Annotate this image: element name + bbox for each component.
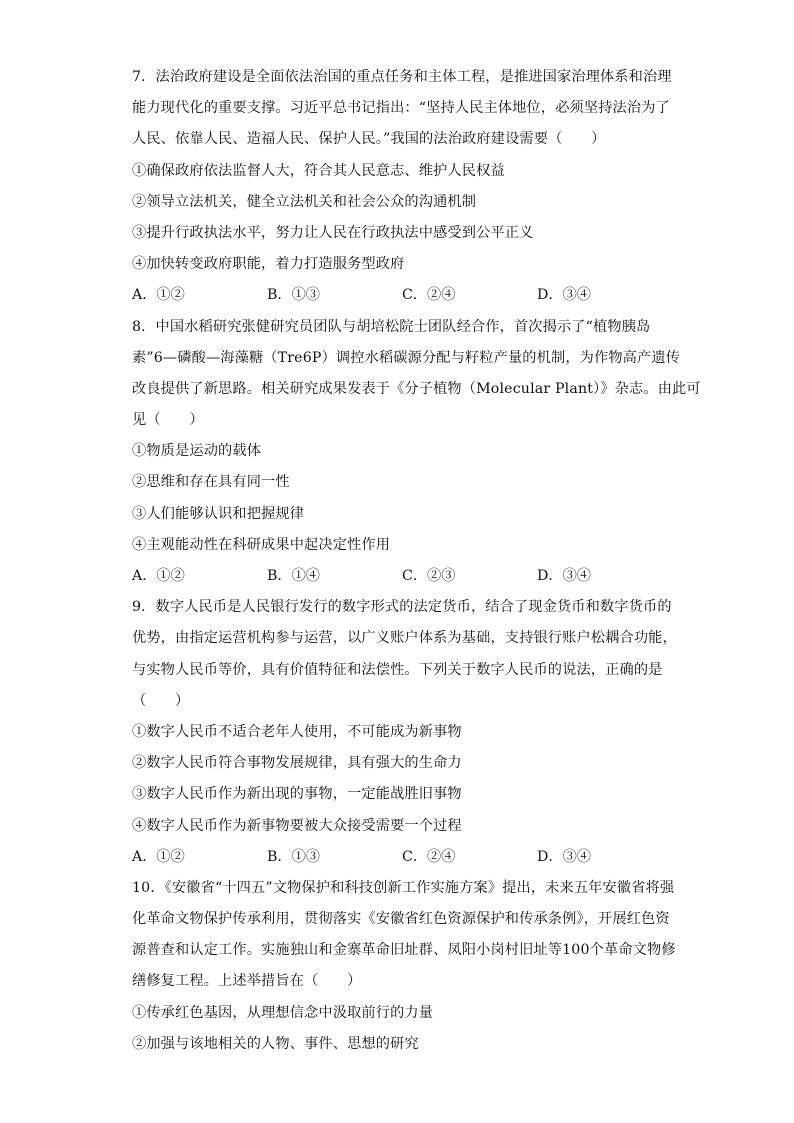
answer-choices — [132, 842, 672, 873]
question-option: ④主观能动性在科研成果中起决定性作用 — [132, 536, 391, 553]
question-option: ③提升行政执法水平，努力让人民在行政执法中感受到公平正义 — [132, 224, 534, 241]
answer-choice-c: C．②③ — [402, 568, 456, 584]
question-option: ③人们能够认识和把握规律 — [132, 505, 305, 522]
question-option: ①传承红色基因，从理想信念中汲取前行的力量 — [132, 1004, 434, 1021]
answer-choice-d: D．③④ — [537, 287, 591, 304]
question-8 — [132, 312, 701, 593]
question-stem-line: 能力现代化的重要支撑。习近平总书记指出：“坚持人民主体地位，必须坚持法治为了 — [132, 100, 670, 117]
question-7 — [132, 62, 672, 312]
answer-choice-a: A．①② — [132, 568, 185, 584]
question-option: ①确保政府依法监督人大，符合其人民意志、维护人民权益 — [132, 162, 505, 179]
question-stem-line: 改良提供了新思路。相关研究成果发表于《分子植物（Molecular Plant）》杂志。由此可 — [132, 380, 701, 397]
question-stem-line: 8．中国水稻研究张健研究员团队与胡培松院士团队经合作，首次揭示了“植物胰岛 — [132, 318, 651, 335]
question-stem-line: 缮修复工程。上述举措旨在（ ） — [132, 973, 362, 990]
question-stem-line: 9．数字人民币是人民银行发行的数字形式的法定货币，结合了现金货币和数字货币的 — [132, 599, 672, 616]
answer-choice-b: B．①④ — [267, 568, 320, 584]
question-stem-line: 与实物人民币等价，具有价值特征和法偿性。下列关于数字人民币的说法，正确的是 — [132, 661, 663, 678]
answer-choice-b: B．①③ — [267, 848, 320, 865]
answer-choices — [132, 561, 672, 592]
question-stem-line: 见（ ） — [132, 412, 204, 429]
question-9 — [132, 592, 677, 873]
answer-choice-d: D．③④ — [537, 848, 591, 865]
question-stem-line: 10．《安徽省“十四五”文物保护和科技创新工作实施方案》提出，未来五年安徽省将强 — [132, 879, 675, 896]
answer-choice-a: A．①② — [132, 848, 185, 865]
answer-choice-d: D．③④ — [537, 568, 591, 584]
question-option: ①物质是运动的载体 — [132, 443, 262, 460]
question-stem-line: （ ） — [132, 692, 190, 709]
answer-choice-a: A．①② — [132, 287, 185, 304]
question-stem-line: 7．法治政府建设是全面依法治国的重点任务和主体工程，是推进国家治理体系和治理 — [132, 69, 672, 85]
answer-choice-b: B．①③ — [267, 287, 320, 304]
question-stem-line: 化革命文物保护传承利用，贯彻落实《安徽省红色资源保护和传承条例》，开展红色资 — [132, 911, 670, 928]
question-10 — [132, 873, 676, 1060]
document-page — [132, 62, 701, 1060]
question-option: ②加强与该地相关的人物、事件、思想的研究 — [132, 1035, 419, 1052]
question-option: ④加快转变政府职能，着力打造服务型政府 — [132, 256, 405, 273]
question-option: ②数字人民币符合事物发展规律，具有强大的生命力 — [132, 755, 462, 772]
answer-choice-c: C．②④ — [402, 287, 456, 304]
question-option: ①数字人民币不适合老年人使用，不可能成为新事物 — [132, 723, 462, 740]
answer-choice-c: C．②④ — [402, 848, 456, 865]
question-option: ④数字人民币作为新事物要被大众接受需要一个过程 — [132, 817, 462, 834]
question-option: ②思维和存在具有同一性 — [132, 474, 290, 491]
question-stem-line: 优势，由指定运营机构参与运营，以广义账户体系为基础，支持银行账户松耦合功能， — [132, 630, 677, 647]
question-stem-line: 人民、依靠人民、造福人民、保护人民。”我国的法治政府建设需要（ ） — [132, 131, 606, 148]
question-stem-line: 源普查和认定工作。实施独山和金寨革命旧址群、凤阳小岗村旧址等100个革命文物修 — [132, 942, 676, 959]
question-option: ③数字人民币作为新出现的事物，一定能战胜旧事物 — [132, 786, 462, 803]
question-option: ②领导立法机关，健全立法机关和社会公众的沟通机制 — [132, 193, 477, 210]
question-stem-line: 素”6—磷酸—海藻糖（Tre6P）调控水稻碳源分配与籽粒产量的机制，为作物高产遗传 — [132, 349, 681, 366]
answer-choices — [132, 280, 672, 311]
